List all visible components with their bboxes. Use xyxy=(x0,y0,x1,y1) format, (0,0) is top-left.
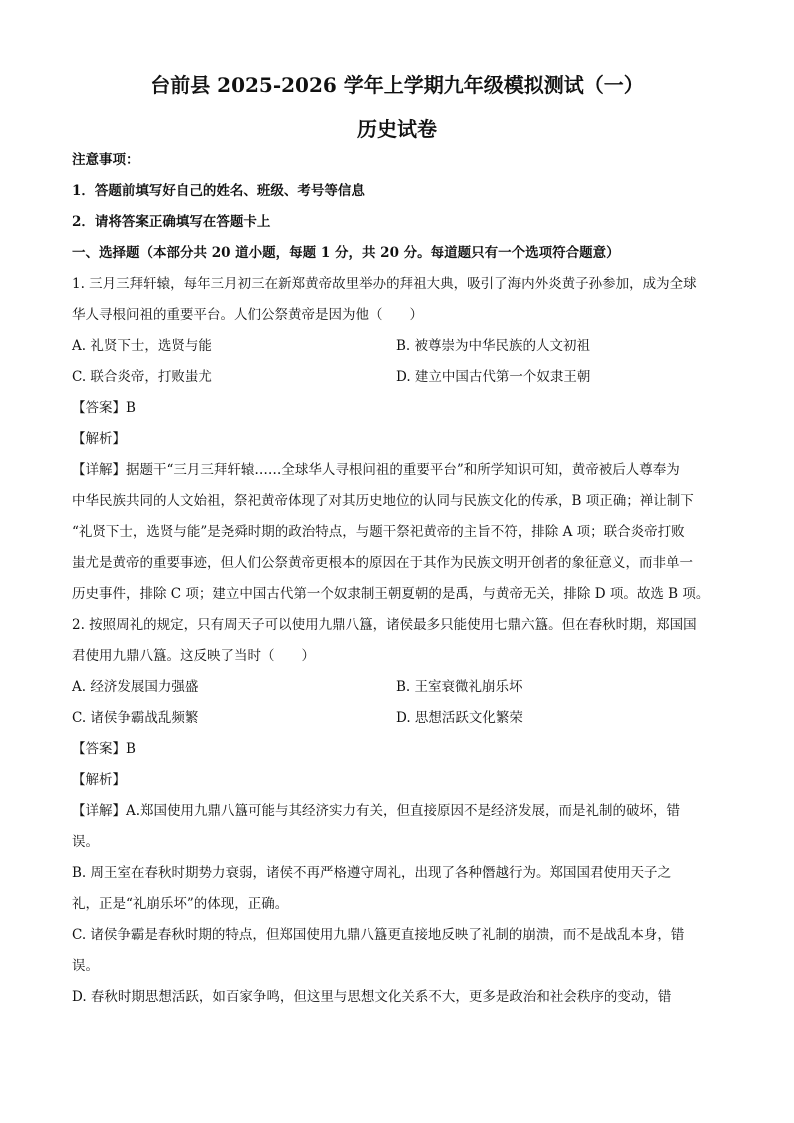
option-c: C. 联合炎帝，打败蚩尤 xyxy=(72,369,212,385)
question-stem: 华人寻根问祖的重要平台。人们公祭黄帝是因为他（ ） xyxy=(72,307,423,323)
analysis-label: 【解析】 xyxy=(72,772,126,788)
option-d: D. 思想活跃文化繁荣 xyxy=(396,710,523,726)
question-stem: 1. 三月三拜轩辕，每年三月初三在新郑黄帝故里举办的拜祖大典，吸引了海内外炎黄子孙参加，成为全球 xyxy=(72,276,697,292)
option-d: D. 建立中国古代第一个奴隶王朝 xyxy=(396,369,591,385)
explanation-line: 礼，正是“礼崩乐坏”的体现，正确。 xyxy=(72,896,289,912)
analysis-label: 【解析】 xyxy=(72,431,126,447)
exam-subject-title: 历史试卷 xyxy=(357,117,437,141)
explanation-line: C. 诸侯争霸是春秋时期的特点，但郑国使用九鼎八簋更直接地反映了礼制的崩溃，而不是战乱本身，错 xyxy=(72,927,685,943)
answer-label: 【答案】B xyxy=(72,741,136,757)
explanation-line: B. 周王室在春秋时期势力衰弱，诸侯不再严格遵守周礼，出现了各种僭越行为。郑国国君使用天子之 xyxy=(72,865,672,881)
option-a: A. 经济发展国力强盛 xyxy=(72,679,199,695)
explanation-line: 【详解】据题干“三月三拜轩辕……全球华人寻根问祖的重要平台”和所学知识可知，黄帝被后人尊奉为 xyxy=(72,462,680,478)
question-stem: 君使用九鼎八簋。这反映了当时（ ） xyxy=(72,648,315,664)
answer-label: 【答案】B xyxy=(72,400,136,416)
option-b: B. 王室衰微礼崩乐坏 xyxy=(396,679,523,695)
explanation-line: 误。 xyxy=(72,958,99,974)
question-stem: 2. 按照周礼的规定，只有周天子可以使用九鼎八簋，诸侯最多只能使用七鼎六簋。但在春秋时期，郑国国 xyxy=(72,617,697,633)
exam-title: 台前县 2025-2026 学年上学期九年级模拟测试（一） xyxy=(150,73,644,97)
notice-item: 2．请将答案正确填写在答题卡上 xyxy=(72,214,271,230)
explanation-line: 历史事件，排除 C 项；建立中国古代第一个奴隶制王朝夏朝的是禹，与黄帝无关，排除 D 项。故选 B 项。 xyxy=(72,586,710,602)
notice-item: 1．答题前填写好自己的姓名、班级、考号等信息 xyxy=(72,183,365,199)
section-heading: 一、选择题（本部分共 20 道小题，每题 1 分，共 20 分。每道题只有一个选项符合题意） xyxy=(72,245,620,261)
option-a: A. 礼贤下士，选贤与能 xyxy=(72,338,212,354)
explanation-line: 【详解】A.郑国使用九鼎八簋可能与其经济实力有关，但直接原因不是经济发展，而是礼制的破坏，错 xyxy=(72,803,681,819)
explanation-line: 误。 xyxy=(72,834,99,850)
option-b: B. 被尊崇为中华民族的人文初祖 xyxy=(396,338,591,354)
explanation-line: “礼贤下士，选贤与能”是尧舜时期的政治特点，与题干祭祀黄帝的主旨不符，排除 A 项；联合炎帝打败 xyxy=(72,524,685,540)
explanation-line: 中华民族共同的人文始祖，祭祀黄帝体现了对其历史地位的认同与民族文化的传承，B 项正确；禅让制下 xyxy=(72,493,694,509)
explanation-line: D. 春秋时期思想活跃，如百家争鸣，但这里与思想文化关系不大，更多是政治和社会秩序的变动，错 xyxy=(72,989,672,1005)
explanation-line: 蚩尤是黄帝的重要事迹，但人们公祭黄帝更根本的原因在于其作为民族文明开创者的象征意义，而非单一 xyxy=(72,555,693,571)
option-c: C. 诸侯争霸战乱频繁 xyxy=(72,710,199,726)
notice-heading: 注意事项： xyxy=(72,152,140,168)
